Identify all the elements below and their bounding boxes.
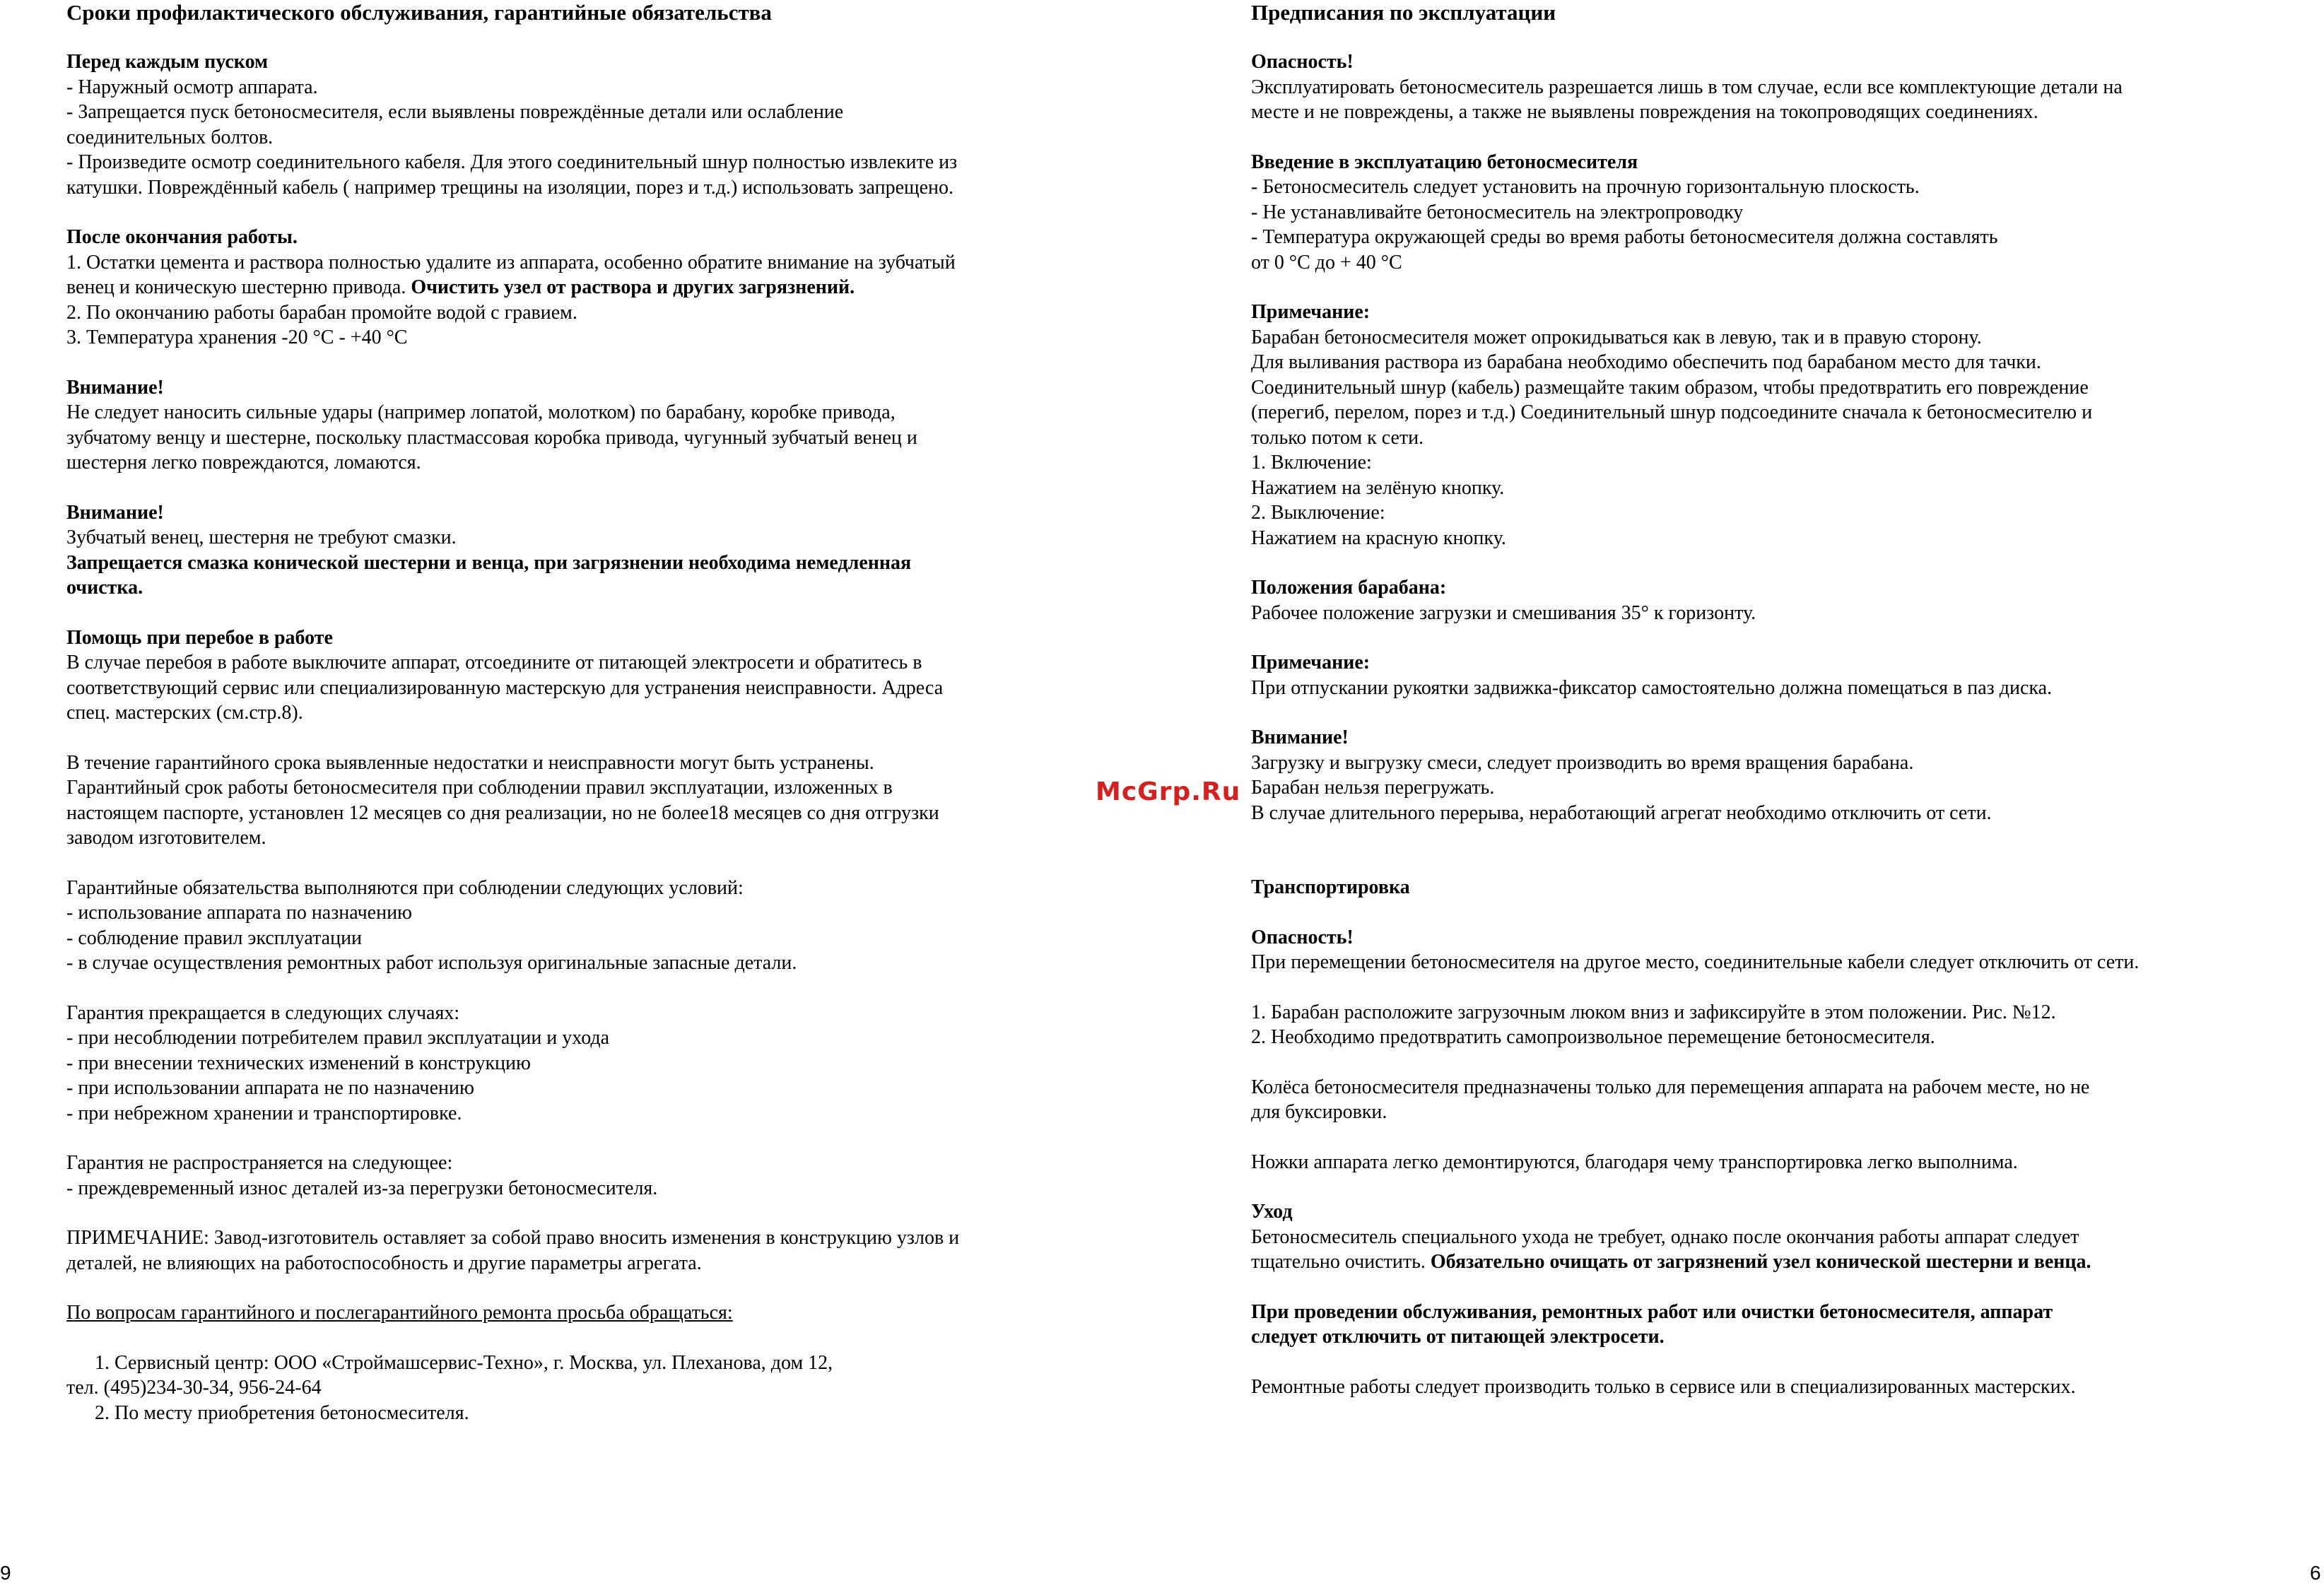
commissioning-line: - Температура окружающей среды во время работы бетоносмесителя должна составлять <box>1251 226 1998 248</box>
after-work-bold: Очистить узел от раствора и других загрязнений. <box>411 276 855 298</box>
commissioning-heading: Введение в эксплуатацию бетоносмесителя <box>1251 151 1638 173</box>
wheels-line: для буксировки. <box>1251 1101 1387 1123</box>
warranty-period-line: Гарантийный срок работы бетоносмесителя при соблюдении правил эксплуатации, изложенных в <box>66 777 893 799</box>
danger-line: При перемещении бетоносмесителя на другое место, соединительные кабели следует отключить от сети. <box>1251 951 2140 973</box>
help-line: соответствующий сервис или специализированную мастерскую для устранения неисправности. Адреса <box>66 676 944 699</box>
right-column <box>1251 0 2297 1399</box>
transport-heading: Транспортировка <box>1251 876 1410 898</box>
note-line: 1. Включение: <box>1251 452 1372 474</box>
care-line <box>1251 1249 2297 1275</box>
after-work-plain: венец и коническую шестерню привода. <box>66 276 411 298</box>
note-line: только потом к сети. <box>1251 426 1424 449</box>
page-number-right: 6 <box>2310 1562 2321 1584</box>
right-page-title: Предписания по эксплуатации <box>1251 0 1556 25</box>
danger-heading: Опасность! <box>1251 51 1354 73</box>
attention-bold-line: очистка. <box>66 577 143 599</box>
attention-line: зубчатому венцу и шестерне, поскольку пластмассовая коробка привода, чугунный зубчатый венец и <box>66 426 917 449</box>
attention-bold-line: Запрещается смазка конической шестерни и венца, при загрязнении необходима немедленная <box>66 551 912 574</box>
wheels-line: Колёса бетоносмесителя предназначены только для перемещения аппарата на рабочем месте, но не <box>1251 1076 2090 1098</box>
note-heading: Примечание: <box>1251 301 1371 323</box>
attention-heading: Внимание! <box>1251 727 1349 748</box>
attention-line: Барабан нельзя перегружать. <box>1251 777 1495 799</box>
attention-line: Зубчатый венец, шестерня не требуют смазки. <box>66 527 457 548</box>
attention-line: Загрузку и выгрузку смеси, следует производить во время вращения барабана. <box>1251 751 1914 774</box>
conditions-line: - в случае осуществления ремонтных работ используя оригинальные запасные детали. <box>66 952 797 974</box>
termination-line: - при небрежном хранении и транспортировке. <box>66 1102 462 1124</box>
left-column <box>66 0 1105 1425</box>
attention-line: шестерня легко повреждаются, ломаются. <box>66 452 421 474</box>
service-warning-line: следует отключить от питающей электросети. <box>1251 1326 1665 1348</box>
note-line: (перегиб, перелом, порез и т.д.) Соединительный шнур подсоедините сначала к бетоносмесителю и <box>1251 401 2093 423</box>
after-work-heading: После окончания работы. <box>66 226 298 248</box>
note-heading: Примечание: <box>1251 652 1371 674</box>
commissioning-line: - Бетоносмеситель следует установить на прочную горизонтальную плоскость. <box>1251 176 1920 198</box>
before-start-line: катушки. Повреждённый кабель ( например трещины на изоляции, порез и т.д.) использовать запрещено. <box>66 176 953 199</box>
help-heading: Помощь при перебое в работе <box>66 626 333 649</box>
transport-step: 1. Барабан расположите загрузочным люком вниз и зафиксируйте в этом положении. Рис. №12. <box>1251 1001 2056 1023</box>
note-line: ПРИМЕЧАНИЕ: Завод-изготовитель оставляет за собой право вносить изменения в конструкцию узлов и <box>66 1227 960 1249</box>
note-line: деталей, не влияющих на работоспособность и другие параметры агрегата. <box>66 1252 702 1274</box>
warranty-period-line: В течение гарантийного срока выявленные недостатки и неисправности могут быть устранены. <box>66 751 874 774</box>
watermark: McGrp.Ru <box>1096 777 1241 806</box>
danger-heading: Опасность! <box>1251 926 1354 948</box>
care-bold: Обязательно очищать от загрязнений узел конической шестерни и венца. <box>1430 1251 2091 1273</box>
conditions-line: - использование аппарата по назначению <box>66 902 412 924</box>
help-line: В случае перебоя в работе выключите аппарат, отсоедините от питающей электросети и обратитесь в <box>66 652 922 674</box>
contact-line: 2. По месту приобретения бетоносмесителя. <box>95 1401 469 1424</box>
after-work-line <box>66 275 1105 300</box>
warranty-period-line: заводом изготовителем. <box>66 827 266 849</box>
termination-line: - при внесении технических изменений в конструкцию <box>66 1052 531 1074</box>
conditions-line: Гарантийные обязательства выполняются при соблюдении следующих условий: <box>66 876 744 899</box>
termination-line: - при несоблюдении потребителем правил эксплуатации и ухода <box>66 1027 610 1049</box>
help-line: спец. мастерских (см.стр.8). <box>66 702 303 724</box>
contact-line: 1. Сервисный центр: ООО «Строймашсервис-Техно», г. Москва, ул. Плеханова, дом 12, <box>95 1351 833 1374</box>
after-work-line: 1. Остатки цемента и раствора полностью удалите из аппарата, особенно обратите внимание на зубчатый <box>66 251 956 274</box>
drum-positions-line: Рабочее положение загрузки и смешивания 35° к горизонту. <box>1251 601 1756 624</box>
danger-line: месте и не повреждены, а также не выявлены повреждения на токопроводящих соединениях. <box>1251 101 2038 123</box>
drum-positions-heading: Положения барабана: <box>1251 577 1447 599</box>
note-line: Для выливания раствора из барабана необходимо обеспечить под барабаном место для тачки. <box>1251 351 2041 373</box>
service-warning-line: При проведении обслуживания, ремонтных работ или очистки бетоносмесителя, аппарат <box>1251 1300 2053 1323</box>
note-line: Соединительный шнур (кабель) размещайте таким образом, чтобы предотвратить его повреждение <box>1251 376 2089 399</box>
termination-line: Гарантия прекращается в следующих случаях: <box>66 1001 460 1024</box>
warranty-period-line: настоящем паспорте, установлен 12 месяцев со дня реализации, но не более18 месяцев со дня отгрузки <box>66 801 939 824</box>
attention-heading: Внимание! <box>66 501 164 524</box>
termination-line: - при использовании аппарата не по назначению <box>66 1077 474 1099</box>
legs-line: Ножки аппарата легко демонтируются, благодаря чему транспортировка легко выполнима. <box>1251 1151 2018 1173</box>
before-start-line: соединительных болтов. <box>66 126 274 148</box>
before-start-line: - Запрещается пуск бетоносмесителя, если выявлены повреждённые детали или ослабление <box>66 101 844 123</box>
contact-line: тел. (495)234-30-34, 956-24-64 <box>66 1377 322 1399</box>
contacts-heading: По вопросам гарантийного и послегарантийного ремонта просьба обращаться: <box>66 1302 733 1324</box>
left-page-title: Сроки профилактического обслуживания, гарантийные обязательства <box>66 0 772 25</box>
care-line: Бетоносмеситель специального ухода не требует, однако после окончания работы аппарат следует <box>1251 1225 2079 1248</box>
exclusions-line: Гарантия не распространяется на следующее: <box>66 1152 453 1174</box>
before-start-line: - Произведите осмотр соединительного кабеля. Для этого соединительный шнур полностью извлеките из <box>66 151 958 173</box>
attention-heading: Внимание! <box>66 376 164 399</box>
note-line: Барабан бетоносмесителя может опрокидываться как в левую, так и в правую сторону. <box>1251 326 1982 348</box>
note-line: 2. Выключение: <box>1251 502 1385 524</box>
conditions-line: - соблюдение правил эксплуатации <box>66 927 363 949</box>
before-start-heading: Перед каждым пуском <box>66 51 269 73</box>
care-plain: тщательно очистить. <box>1251 1251 1431 1273</box>
note-line: Нажатием на красную кнопку. <box>1251 527 1506 549</box>
attention-line: Не следует наносить сильные удары (например лопатой, молотком) по барабану, коробке привода, <box>66 401 896 423</box>
danger-line: Эксплуатировать бетоносмеситель разрешается лишь в том случае, если все комплектующие детали на <box>1251 76 2123 98</box>
care-heading: Уход <box>1251 1201 1293 1223</box>
commissioning-line: от 0 °С до + 40 °С <box>1251 251 1402 274</box>
commissioning-line: - Не устанавливайте бетоносмеситель на электропроводку <box>1251 201 1744 223</box>
after-work-line: 3. Температура хранения -20 °С - +40 °С <box>66 327 408 348</box>
repairs-line: Ремонтные работы следует производить только в сервисе или в специализированных мастерских. <box>1251 1375 2076 1398</box>
before-start-line: - Наружный осмотр аппарата. <box>66 76 318 98</box>
note-line: При отпускании рукоятки задвижка-фиксатор самостоятельно должна помещаться в паз диска. <box>1251 676 2053 699</box>
note-line: Нажатием на зелёную кнопку. <box>1251 476 1505 499</box>
page-number-left: 9 <box>0 1562 11 1584</box>
transport-step: 2. Необходимо предотвратить самопроизвольное перемещение бетоносмесителя. <box>1251 1026 1935 1048</box>
attention-line: В случае длительного перерыва, неработающий агрегат необходимо отключить от сети. <box>1251 801 1992 824</box>
after-work-line: 2. По окончанию работы барабан промойте водой с гравием. <box>66 301 577 324</box>
exclusions-line: - преждевременный износ деталей из-за перегрузки бетоносмесителя. <box>66 1177 658 1199</box>
